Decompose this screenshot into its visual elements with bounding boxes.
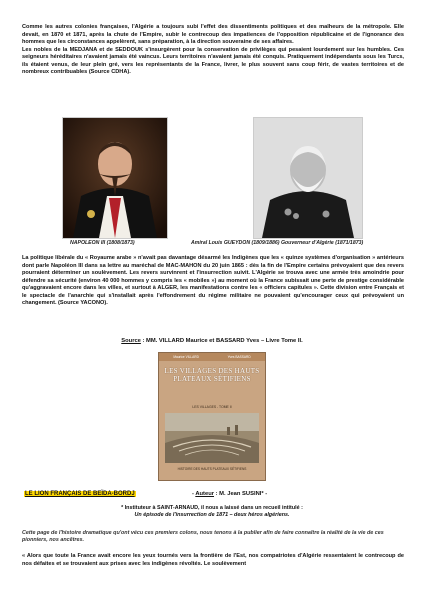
intro-text: Comme les autres colonies françaises, l'Algérie a toujours subi l'effet des dissentiments politiques et des malheurs de la métropole. Elle devait, en 1870 et 1871, après la chute de l'Empire, subir le contrecoup des impatiences de l'opposition républicaine et de l'ignorance des hommes que les circonstances appelèrent, sans préparation, à la direction souveraine de ses affaires. xyxy=(22,24,404,45)
intro-paragraph xyxy=(22,24,404,77)
napoleon-caption: NAPOLEON III (1808/1873) xyxy=(70,240,135,246)
book-title: LES VILLAGES DES HAUTS PLATEAUX SÉTIFIENS xyxy=(164,367,260,383)
author-line: - Auteur : M. Jean SUSINI* - xyxy=(192,491,268,497)
gueydon-caption: Amiral Louis GUEYDON (1809/1886) Gouverneur d'Algérie (1871/1873) xyxy=(191,240,364,246)
lion-heading: LE LION FRANÇAIS DE BEÏDA-BORDJ xyxy=(25,491,135,497)
book-subtitle: LES VILLAGES - TOME II xyxy=(192,405,232,409)
book-author-left: Maurice VILLARD xyxy=(173,355,199,359)
author-label: Auteur xyxy=(195,491,215,497)
book-footer: HISTOIRE DES HAUTS PLATEAUX SÉTIFIENS xyxy=(177,467,247,471)
author-name: : M. Jean SUSINI* - xyxy=(214,491,268,497)
policy-paragraph xyxy=(22,255,404,308)
napoleon-portrait-image xyxy=(63,118,167,238)
source-text: : MM. VILLARD Maurice et BASSARD Yves – Livre Tome II. xyxy=(140,338,303,344)
intro-italic: Cette page de l'histoire dramatique qu'ont vécu ces premiers colons, nous tenons à la publier afin de faire connaître la réalité de la vie de ces pionniers, nos ancêtres. xyxy=(22,530,384,543)
author-note xyxy=(0,505,424,519)
napoleon-portrait xyxy=(62,117,168,239)
author-note-line1: * Instituteur à SAINT-ARNAUD, il nous a laissé dans un recueil intitulé : xyxy=(121,505,303,511)
quote-paragraph: « Alors que toute la France avait encore les yeux tournés vers la frontière de l'Est, nos compatriotes d'Algérie ressentaient le contrecoup de nos défaites et se trouvaient aux prises avec les indigènes révoltés. Le soulèvement xyxy=(22,553,404,567)
book-authors xyxy=(159,353,265,361)
book-cover-photo xyxy=(165,413,259,463)
book-source-line xyxy=(0,338,424,344)
gueydon-portrait xyxy=(253,117,363,239)
book-author-right: Yves BASSARD xyxy=(227,355,251,359)
author-note-line2: Un épisode de l'insurrection de 1871 – deux héros algériens. xyxy=(134,512,290,518)
source-label: Source xyxy=(121,338,141,344)
policy-text: La politique libérale du « Royaume arabe » n'avait pas davantage désarmé les Indigènes que les « quinze systèmes d'organisation » antérieurs dont parle Napoléon III dans sa lettre au maréchal de MAC-MAHON du 20 juin 1865 : dès la fin de l'Empire certains prévoyaient que des revers pourraient déterminer un soulèvement. Les revers survinrent et l'insurrection suivit. L'Algérie se trouva avec une armée très amoindrie pour défendre sa sécurité (environ 40 000 hommes y compris les « mobiles ») au moment où la France subissait une perte de prestige considérable qu'aggravaient encore dans les villes, et surtout à ALGER, les manifestations contre les « officiers capitules ». Cette division entre Français et le spectacle de l'anarchie qui s'installait après l'effondrement du régime militaire ne pouvaient qu'encourager ceux qui prévoyaient un changement. (Source YACONO). xyxy=(22,255,404,306)
gueydon-portrait-image xyxy=(254,118,362,238)
book-cover xyxy=(158,352,266,481)
nobles-text: Les nobles de la MEDJANA et de SEDDOUK s'insurgèrent pour la conservation de privilèges qui pesaient lourdement sur les humbles. Ces seigneurs héréditaires n'avaient jamais été vaincus. Leurs territoires n'avaient jamais été conquis. Pratiquement indépendants sous les Turcs, ils étaient venus, de leur plein gré, vers les représentants de la France, livrer, le plus souvent sans coup férir, de vastes territoires et de nombreux contribuables (Source CDHA). xyxy=(22,46,404,75)
